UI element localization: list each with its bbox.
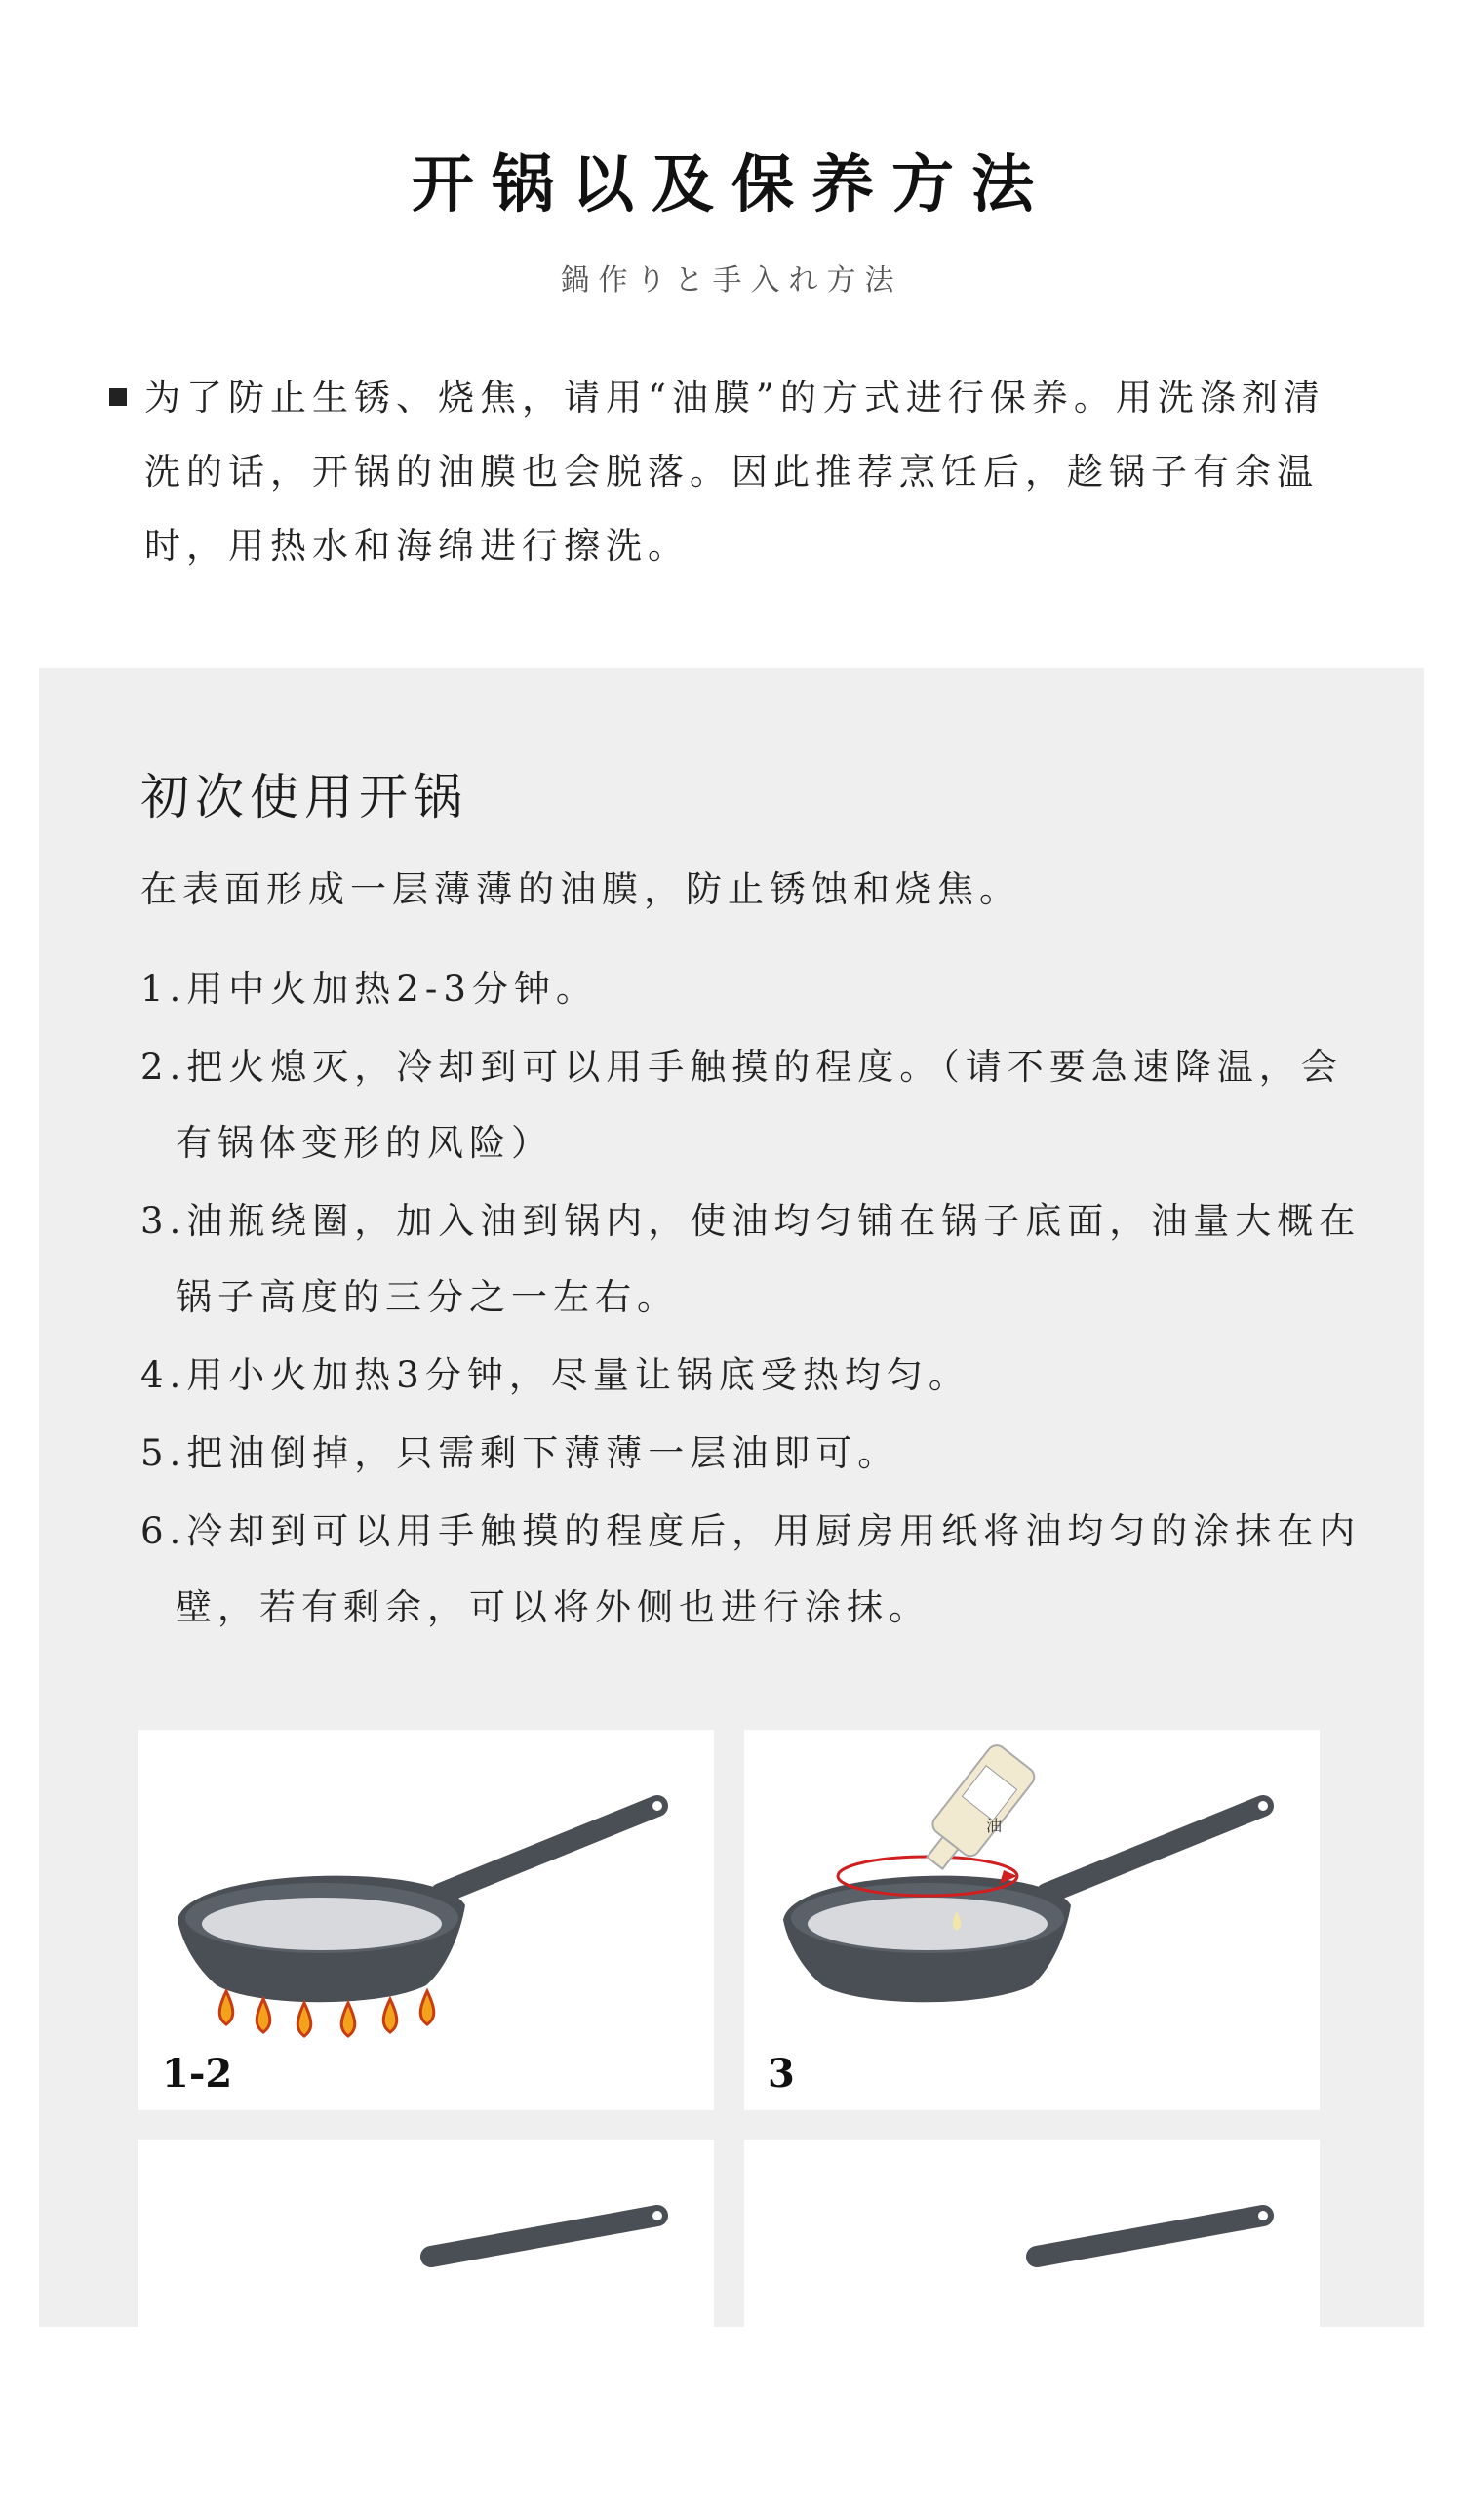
bottle-label: 油 — [986, 1817, 1003, 1835]
seasoning-panel — [39, 668, 1424, 2327]
pan-with-oil-bottle-icon — [744, 1730, 1320, 2110]
illustration-card — [138, 1730, 714, 2110]
page-subtitle: 鍋作りと手入れ方法 — [560, 263, 903, 298]
section-description: 在表面形成一层薄薄的油膜，防止锈蚀和烧焦。 — [140, 868, 1021, 910]
illustration-card — [744, 2140, 1320, 2520]
step-item: 3.油瓶绕圈，加入油到锅内，使油均匀铺在锅子底面，油量大概在锅子高度的三分之一左右。 — [140, 1200, 1362, 1318]
step-item: 2.把火熄灭，冷却到可以用手触摸的程度。（请不要急速降温，会有锅体变形的风险） — [140, 1046, 1343, 1164]
step-item: 5.把油倒掉，只需剩下薄薄一层油即可。 — [140, 1432, 900, 1474]
intro-text: 为了防止生锈、烧焦，请用“油膜”的方式进行保养。用洗涤剂清洗的话，开锅的油膜也会脱落。因此推荐烹饪后，趁锅子有余温时，用热水和海绵进行擦洗。 — [144, 377, 1325, 567]
pan-icon — [744, 2140, 1320, 2520]
step-item: 6.冷却到可以用手触摸的程度后，用厨房用纸将油均匀的涂抹在内壁，若有剩余，可以将外侧也进行涂抹。 — [140, 1510, 1362, 1628]
illustration-card — [138, 2140, 714, 2520]
steps-list — [140, 951, 1369, 1648]
illustration-label: 1-2 — [162, 2051, 233, 2097]
page-title: 开锅以及保养方法 — [412, 148, 1051, 221]
pan-icon — [138, 2140, 714, 2520]
illustration-card — [744, 1730, 1320, 2110]
illustration-grid — [138, 1730, 1367, 2335]
step-item: 4.用小火加热3分钟，尽量让锅底受热均匀。 — [140, 1354, 970, 1396]
intro-paragraph — [109, 361, 1358, 583]
square-bullet-icon — [109, 388, 127, 406]
illustration-label: 3 — [768, 2051, 795, 2097]
step-item: 1.用中火加热2-3分钟。 — [140, 968, 598, 1010]
section-title: 初次使用开锅 — [140, 769, 468, 825]
